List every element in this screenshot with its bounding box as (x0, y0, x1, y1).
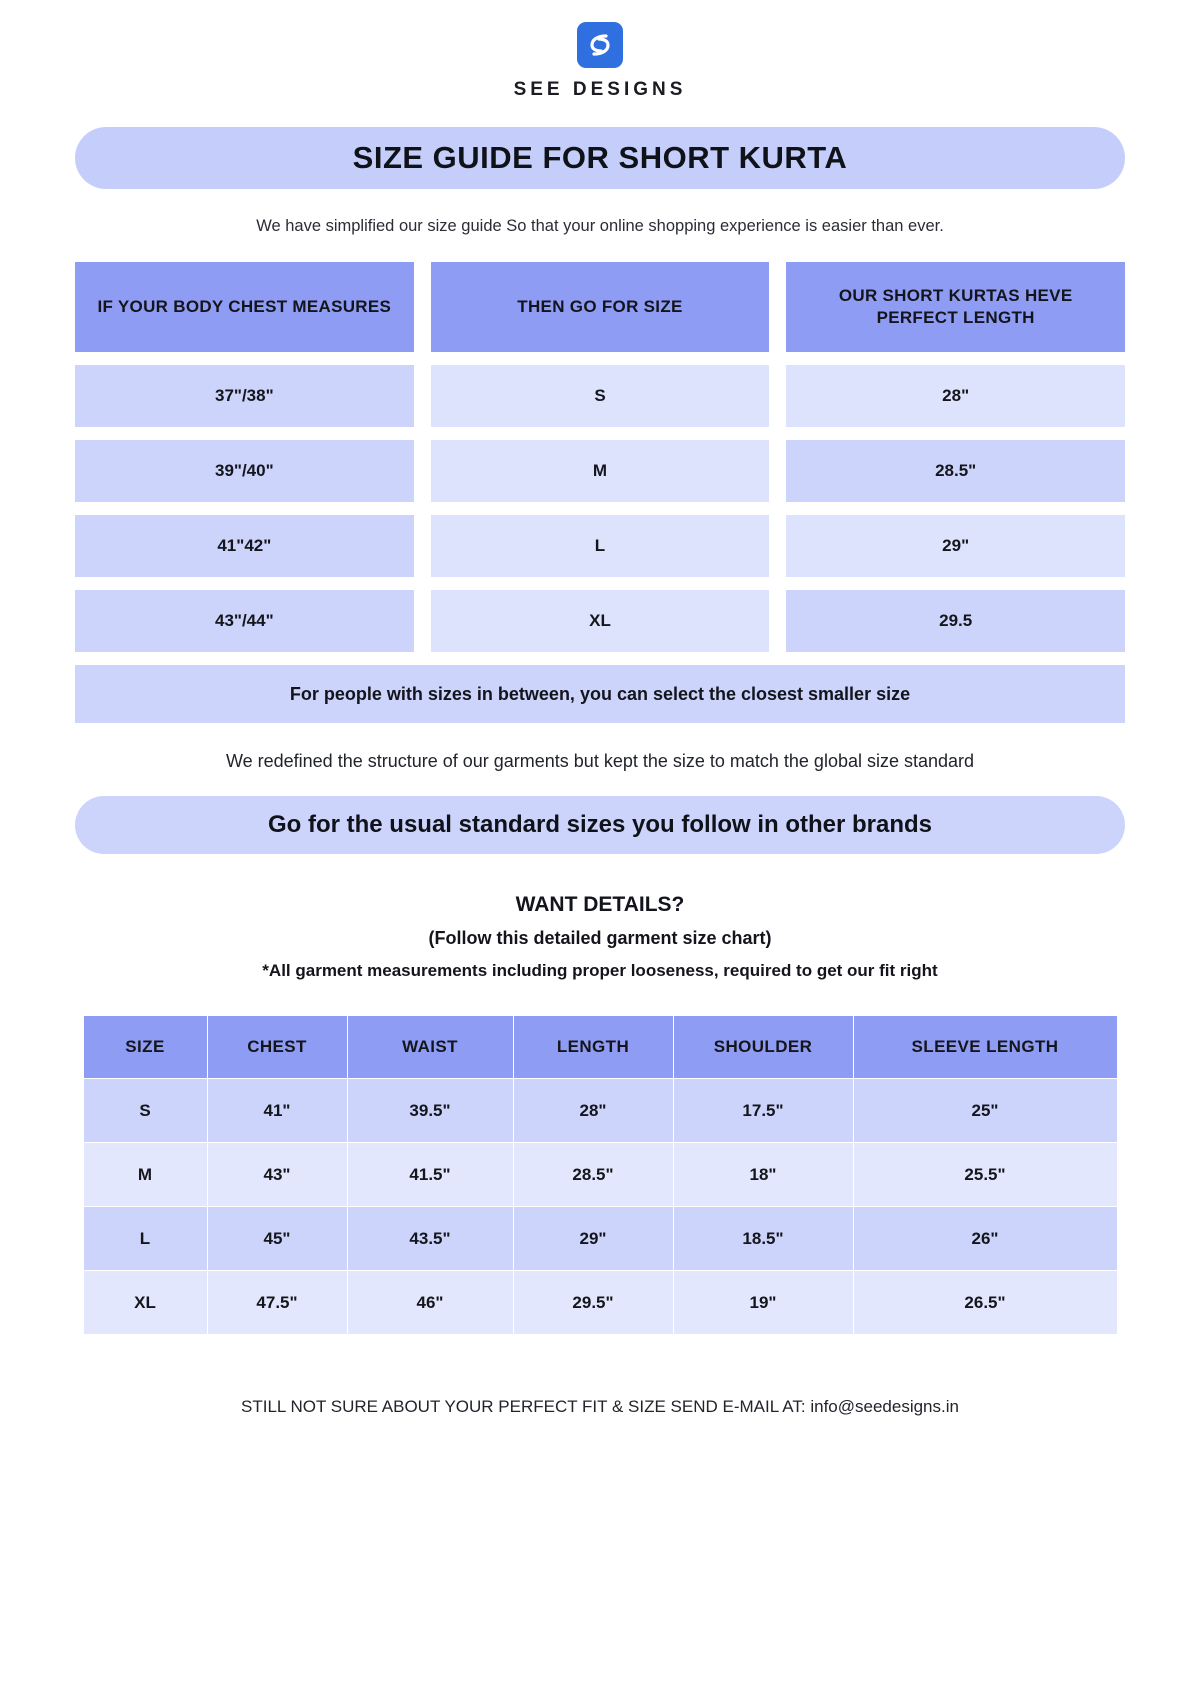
table-cell: 28" (786, 365, 1125, 427)
table-cell: 37"/38" (75, 365, 414, 427)
brand-name: SEE DESIGNS (513, 79, 687, 100)
table-cell: 45" (207, 1207, 347, 1271)
want-details-subheading: (Follow this detailed garment size chart) (428, 928, 772, 948)
garment-measurements-table (83, 1015, 1118, 1335)
table-cell: 26" (853, 1207, 1117, 1271)
table-cell: 28.5" (513, 1143, 673, 1207)
want-details-block (75, 893, 1125, 981)
table-cell: 43.5" (347, 1207, 513, 1271)
table-cell: 46" (347, 1271, 513, 1335)
table-cell: 29.5 (786, 590, 1125, 652)
page-title-banner (75, 127, 1125, 189)
table-cell: 39.5" (347, 1079, 513, 1143)
table-header-cell: IF YOUR BODY CHEST MEASURES (75, 262, 414, 352)
brand-header (75, 22, 1125, 101)
table-cell: XL (83, 1271, 207, 1335)
table-cell: 41.5" (347, 1143, 513, 1207)
table-header-cell: SHOULDER (673, 1016, 853, 1079)
table-cell: XL (431, 590, 770, 652)
table-cell: S (431, 365, 770, 427)
want-details-note: *All garment measurements including proper looseness, required to get our fit right (262, 961, 938, 980)
table-cell: 18" (673, 1143, 853, 1207)
table-cell: M (431, 440, 770, 502)
want-details-heading: WANT DETAILS? (515, 893, 685, 916)
table-cell: L (431, 515, 770, 577)
table-header-cell: LENGTH (513, 1016, 673, 1079)
table-cell: 41" (207, 1079, 347, 1143)
table-header-cell: CHEST (207, 1016, 347, 1079)
table-cell: 28.5" (786, 440, 1125, 502)
table-cell: 39"/40" (75, 440, 414, 502)
table-cell: S (83, 1079, 207, 1143)
table-row (83, 1143, 1117, 1207)
table-cell: 41"42" (75, 515, 414, 577)
table-header-row (83, 1016, 1117, 1079)
table-header-cell: SLEEVE LENGTH (853, 1016, 1117, 1079)
table-header-cell: SIZE (83, 1016, 207, 1079)
table-header-cell: OUR SHORT KURTAS HEVE PERFECT LENGTH (786, 262, 1125, 352)
table-cell: 19" (673, 1271, 853, 1335)
table-cell: 17.5" (673, 1079, 853, 1143)
table-cell: 43"/44" (75, 590, 414, 652)
table-header-cell: THEN GO FOR SIZE (431, 262, 770, 352)
contact-footer: STILL NOT SURE ABOUT YOUR PERFECT FIT & SIZE SEND E-MAIL AT: info@seedesigns.in (241, 1397, 959, 1416)
table-cell: 25.5" (853, 1143, 1117, 1207)
table-row (83, 1079, 1117, 1143)
standard-sizes-banner: Go for the usual standard sizes you follow in other brands (75, 796, 1125, 854)
see-designs-logo-icon (577, 22, 623, 68)
table-row (83, 1271, 1117, 1335)
global-standard-text: We redefined the structure of our garments but kept the size to match the global size standard (225, 751, 975, 771)
table-cell: 29" (786, 515, 1125, 577)
table-cell: 29" (513, 1207, 673, 1271)
table-cell: M (83, 1143, 207, 1207)
table-header-cell: WAIST (347, 1016, 513, 1079)
page-title: SIZE GUIDE FOR SHORT KURTA (352, 140, 848, 175)
table-cell: 28" (513, 1079, 673, 1143)
chest-size-table (75, 262, 1125, 652)
table-cell: 29.5" (513, 1271, 673, 1335)
table-cell: 43" (207, 1143, 347, 1207)
table-cell: 18.5" (673, 1207, 853, 1271)
intro-text: We have simplified our size guide So that your online shopping experience is easier than ever. (256, 217, 944, 235)
table-cell: 47.5" (207, 1271, 347, 1335)
closest-smaller-size-note: For people with sizes in between, you can select the closest smaller size (75, 665, 1125, 723)
table-cell: L (83, 1207, 207, 1271)
table-row (83, 1207, 1117, 1271)
table-cell: 26.5" (853, 1271, 1117, 1335)
table-cell: 25" (853, 1079, 1117, 1143)
